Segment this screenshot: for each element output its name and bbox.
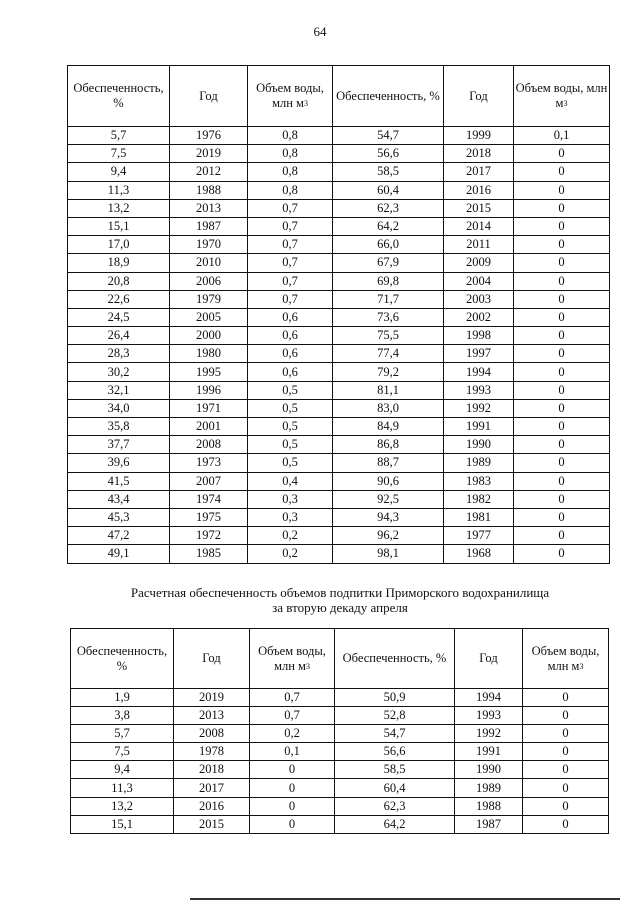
cell-water-volume: 0	[523, 743, 609, 761]
header-water-volume: Объем воды, млн $м^3$	[248, 66, 333, 127]
cell-supply-percent: 73,6	[333, 308, 444, 326]
cell-water-volume: 0,2	[250, 725, 335, 743]
table-row	[71, 689, 609, 707]
cell-supply-percent: 17,0	[68, 236, 170, 254]
cell-year: 1989	[455, 779, 523, 797]
cell-supply-percent: 98,1	[333, 545, 444, 563]
cell-water-volume: 0,7	[248, 290, 333, 308]
cell-water-volume: 0,7	[248, 272, 333, 290]
header-year: Год	[455, 629, 523, 689]
cell-supply-percent: 71,7	[333, 290, 444, 308]
cell-supply-percent: 75,5	[333, 327, 444, 345]
header-water-volume: Объем воды, млн $м^3$	[250, 629, 335, 689]
cell-supply-percent: 11,3	[71, 779, 174, 797]
cell-year: 2011	[444, 236, 514, 254]
cell-year: 2012	[170, 163, 248, 181]
table-row	[68, 145, 610, 163]
cell-supply-percent: 62,3	[335, 797, 455, 815]
table-row	[68, 327, 610, 345]
cell-water-volume: 0	[250, 815, 335, 833]
cell-year: 2007	[170, 472, 248, 490]
cell-water-volume: 0	[514, 236, 610, 254]
table-row	[68, 381, 610, 399]
cell-water-volume: 0	[514, 472, 610, 490]
cell-water-volume: 0	[514, 290, 610, 308]
cell-year: 1989	[444, 454, 514, 472]
table-caption: Расчетная обеспеченность объемов подпитки Приморского водохранилища	[130, 585, 550, 600]
cell-water-volume: 0	[514, 436, 610, 454]
cell-supply-percent: 58,5	[335, 761, 455, 779]
cell-supply-percent: 90,6	[333, 472, 444, 490]
cell-supply-percent: 83,0	[333, 399, 444, 417]
cell-water-volume: 0	[514, 181, 610, 199]
cell-year: 2000	[170, 327, 248, 345]
supply-table-1	[67, 65, 610, 564]
cell-supply-percent: 37,7	[68, 436, 170, 454]
table-row	[68, 236, 610, 254]
cell-year: 1971	[170, 399, 248, 417]
cell-water-volume: 0,8	[248, 181, 333, 199]
table-row	[68, 490, 610, 508]
cell-water-volume: 0	[523, 761, 609, 779]
cell-water-volume: 0	[250, 797, 335, 815]
cell-water-volume: 0	[523, 779, 609, 797]
cell-water-volume: 0,5	[248, 381, 333, 399]
cell-year: 1981	[444, 508, 514, 526]
cell-supply-percent: 50,9	[335, 689, 455, 707]
table-header-row	[68, 66, 610, 127]
cell-supply-percent: 15,1	[68, 217, 170, 235]
table-row	[68, 217, 610, 235]
cell-year: 2018	[174, 761, 250, 779]
cell-supply-percent: 54,7	[335, 725, 455, 743]
header-water-volume: Объем воды, млн $м^3$	[523, 629, 609, 689]
cell-water-volume: 0,5	[248, 399, 333, 417]
cell-year: 2013	[174, 707, 250, 725]
cell-year: 2017	[174, 779, 250, 797]
cell-year: 1979	[170, 290, 248, 308]
cell-year: 1968	[444, 545, 514, 563]
cell-water-volume: 0,7	[248, 217, 333, 235]
page-edge-line	[190, 898, 620, 900]
cell-water-volume: 0	[514, 272, 610, 290]
table-row	[71, 779, 609, 797]
cell-water-volume: 0,8	[248, 127, 333, 145]
table-row	[68, 181, 610, 199]
cell-supply-percent: 66,0	[333, 236, 444, 254]
cell-water-volume: 0	[514, 545, 610, 563]
table-row	[68, 345, 610, 363]
cell-supply-percent: 9,4	[68, 163, 170, 181]
cell-supply-percent: 5,7	[71, 725, 174, 743]
cell-supply-percent: 58,5	[333, 163, 444, 181]
cell-year: 2013	[170, 199, 248, 217]
table-row	[71, 797, 609, 815]
cell-year: 2001	[170, 418, 248, 436]
cell-water-volume: 0,3	[248, 508, 333, 526]
cell-year: 2017	[444, 163, 514, 181]
table-body	[71, 689, 609, 834]
table-header-row	[71, 629, 609, 689]
cell-year: 1995	[170, 363, 248, 381]
cell-supply-percent: 60,4	[333, 181, 444, 199]
cell-water-volume: 0	[514, 527, 610, 545]
header-supply-percent: Обеспеченность, %	[68, 66, 170, 127]
cell-year: 1974	[170, 490, 248, 508]
cell-water-volume: 0,5	[248, 418, 333, 436]
cell-supply-percent: 39,6	[68, 454, 170, 472]
cell-year: 1998	[444, 327, 514, 345]
cell-year: 1976	[170, 127, 248, 145]
cell-year: 1997	[444, 345, 514, 363]
table-row	[68, 254, 610, 272]
table-row	[68, 308, 610, 326]
header-supply-percent: Обеспеченность, %	[71, 629, 174, 689]
cell-water-volume: 0	[514, 508, 610, 526]
table-caption-subtitle: за вторую декаду апреля	[272, 600, 408, 615]
cell-year: 2018	[444, 145, 514, 163]
cell-supply-percent: 67,9	[333, 254, 444, 272]
header-supply-percent: Обеспеченность, %	[333, 66, 444, 127]
cell-water-volume: 0,7	[248, 199, 333, 217]
table-row	[68, 508, 610, 526]
cell-year: 2016	[444, 181, 514, 199]
cell-year: 1985	[170, 545, 248, 563]
cell-year: 1999	[444, 127, 514, 145]
cell-supply-percent: 52,8	[335, 707, 455, 725]
cell-supply-percent: 24,5	[68, 308, 170, 326]
cell-supply-percent: 20,8	[68, 272, 170, 290]
cell-year: 1978	[174, 743, 250, 761]
cell-year: 1993	[444, 381, 514, 399]
cell-year: 1991	[455, 743, 523, 761]
cell-supply-percent: 41,5	[68, 472, 170, 490]
cell-water-volume: 0	[514, 345, 610, 363]
cell-year: 1990	[455, 761, 523, 779]
table-row	[71, 815, 609, 833]
cell-year: 2008	[174, 725, 250, 743]
cell-year: 1988	[455, 797, 523, 815]
header-year: Год	[174, 629, 250, 689]
cell-water-volume: 0	[514, 454, 610, 472]
cell-water-volume: 0	[523, 797, 609, 815]
cell-supply-percent: 11,3	[68, 181, 170, 199]
cell-water-volume: 0,2	[248, 527, 333, 545]
cell-water-volume: 0,7	[248, 236, 333, 254]
table-body	[68, 127, 610, 564]
cell-year: 1994	[455, 689, 523, 707]
cell-supply-percent: 9,4	[71, 761, 174, 779]
cell-water-volume: 0,7	[250, 689, 335, 707]
table-row	[68, 418, 610, 436]
cell-supply-percent: 54,7	[333, 127, 444, 145]
cell-supply-percent: 77,4	[333, 345, 444, 363]
cell-supply-percent: 69,8	[333, 272, 444, 290]
cell-supply-percent: 5,7	[68, 127, 170, 145]
cell-year: 1987	[170, 217, 248, 235]
header-year: Год	[170, 66, 248, 127]
table-row	[68, 399, 610, 417]
table-row	[68, 272, 610, 290]
cell-supply-percent: 96,2	[333, 527, 444, 545]
cell-year: 1992	[444, 399, 514, 417]
cell-water-volume: 0	[514, 199, 610, 217]
cell-water-volume: 0	[250, 761, 335, 779]
cell-supply-percent: 45,3	[68, 508, 170, 526]
supply-table-2	[70, 628, 609, 834]
cell-water-volume: 0	[514, 381, 610, 399]
cell-year: 2015	[444, 199, 514, 217]
cell-supply-percent: 92,5	[333, 490, 444, 508]
table-row	[71, 707, 609, 725]
cell-supply-percent: 94,3	[333, 508, 444, 526]
cell-year: 1977	[444, 527, 514, 545]
cell-supply-percent: 7,5	[71, 743, 174, 761]
cell-supply-percent: 13,2	[68, 199, 170, 217]
cell-water-volume: 0	[514, 399, 610, 417]
cell-water-volume: 0,2	[248, 545, 333, 563]
cell-supply-percent: 56,6	[333, 145, 444, 163]
table-row	[68, 545, 610, 563]
cell-water-volume: 0,1	[250, 743, 335, 761]
cell-water-volume: 0	[514, 363, 610, 381]
cell-supply-percent: 15,1	[71, 815, 174, 833]
cell-year: 1994	[444, 363, 514, 381]
page-number: 64	[313, 24, 327, 39]
cell-water-volume: 0	[514, 163, 610, 181]
cell-supply-percent: 7,5	[68, 145, 170, 163]
cell-year: 2004	[444, 272, 514, 290]
cell-year: 1987	[455, 815, 523, 833]
cell-supply-percent: 49,1	[68, 545, 170, 563]
cell-water-volume: 0,8	[248, 145, 333, 163]
cell-year: 1990	[444, 436, 514, 454]
cell-year: 2015	[174, 815, 250, 833]
cell-year: 1988	[170, 181, 248, 199]
cell-supply-percent: 18,9	[68, 254, 170, 272]
cell-supply-percent: 32,1	[68, 381, 170, 399]
cell-supply-percent: 28,3	[68, 345, 170, 363]
cell-supply-percent: 34,0	[68, 399, 170, 417]
cell-supply-percent: 1,9	[71, 689, 174, 707]
cell-supply-percent: 35,8	[68, 418, 170, 436]
cell-year: 2019	[170, 145, 248, 163]
cell-year: 2003	[444, 290, 514, 308]
cell-supply-percent: 26,4	[68, 327, 170, 345]
cell-year: 1975	[170, 508, 248, 526]
cell-water-volume: 0	[514, 145, 610, 163]
table-row	[68, 363, 610, 381]
cell-supply-percent: 79,2	[333, 363, 444, 381]
cell-water-volume: 0	[250, 779, 335, 797]
cell-supply-percent: 64,2	[335, 815, 455, 833]
header-year: Год	[444, 66, 514, 127]
cell-supply-percent: 13,2	[71, 797, 174, 815]
cell-water-volume: 0,3	[248, 490, 333, 508]
cell-water-volume: 0	[514, 308, 610, 326]
table-row	[71, 725, 609, 743]
table-row	[68, 290, 610, 308]
cell-year: 1991	[444, 418, 514, 436]
cell-year: 1983	[444, 472, 514, 490]
cell-year: 1992	[455, 725, 523, 743]
cell-water-volume: 0	[514, 418, 610, 436]
cell-year: 1996	[170, 381, 248, 399]
header-water-volume: Объем воды, млн $м^3$	[514, 66, 610, 127]
cell-supply-percent: 56,6	[335, 743, 455, 761]
cell-water-volume: 0	[514, 490, 610, 508]
cell-supply-percent: 43,4	[68, 490, 170, 508]
cell-water-volume: 0,6	[248, 327, 333, 345]
cell-year: 1982	[444, 490, 514, 508]
cell-supply-percent: 62,3	[333, 199, 444, 217]
cell-year: 2010	[170, 254, 248, 272]
cell-year: 2014	[444, 217, 514, 235]
cell-water-volume: 0,7	[248, 254, 333, 272]
cell-year: 2008	[170, 436, 248, 454]
cell-water-volume: 0	[523, 725, 609, 743]
cell-water-volume: 0,5	[248, 454, 333, 472]
cell-year: 1972	[170, 527, 248, 545]
cell-year: 2016	[174, 797, 250, 815]
cell-year: 1970	[170, 236, 248, 254]
table-row	[71, 761, 609, 779]
cell-year: 1980	[170, 345, 248, 363]
cell-year: 2006	[170, 272, 248, 290]
cell-water-volume: 0	[523, 689, 609, 707]
cell-supply-percent: 84,9	[333, 418, 444, 436]
cell-supply-percent: 47,2	[68, 527, 170, 545]
cell-year: 2005	[170, 308, 248, 326]
header-supply-percent: Обеспеченность, %	[335, 629, 455, 689]
cell-supply-percent: 81,1	[333, 381, 444, 399]
cell-water-volume: 0,4	[248, 472, 333, 490]
cell-water-volume: 0,1	[514, 127, 610, 145]
table-row	[71, 743, 609, 761]
table-row	[68, 454, 610, 472]
table-row	[68, 163, 610, 181]
cell-water-volume: 0,7	[250, 707, 335, 725]
cell-water-volume: 0	[514, 217, 610, 235]
table-row	[68, 436, 610, 454]
cell-year: 2019	[174, 689, 250, 707]
table-row	[68, 472, 610, 490]
cell-year: 1993	[455, 707, 523, 725]
cell-supply-percent: 86,8	[333, 436, 444, 454]
cell-year: 2009	[444, 254, 514, 272]
cell-water-volume: 0	[514, 327, 610, 345]
cell-water-volume: 0,5	[248, 436, 333, 454]
table-row	[68, 199, 610, 217]
cell-year: 2002	[444, 308, 514, 326]
cell-year: 1973	[170, 454, 248, 472]
cell-water-volume: 0	[523, 707, 609, 725]
cell-supply-percent: 3,8	[71, 707, 174, 725]
cell-water-volume: 0,8	[248, 163, 333, 181]
cell-water-volume: 0,6	[248, 363, 333, 381]
cell-supply-percent: 60,4	[335, 779, 455, 797]
cell-supply-percent: 22,6	[68, 290, 170, 308]
cell-water-volume: 0	[523, 815, 609, 833]
cell-supply-percent: 64,2	[333, 217, 444, 235]
cell-water-volume: 0,6	[248, 345, 333, 363]
cell-supply-percent: 88,7	[333, 454, 444, 472]
cell-water-volume: 0	[514, 254, 610, 272]
table-row	[68, 127, 610, 145]
cell-water-volume: 0,6	[248, 308, 333, 326]
table-row	[68, 527, 610, 545]
cell-supply-percent: 30,2	[68, 363, 170, 381]
